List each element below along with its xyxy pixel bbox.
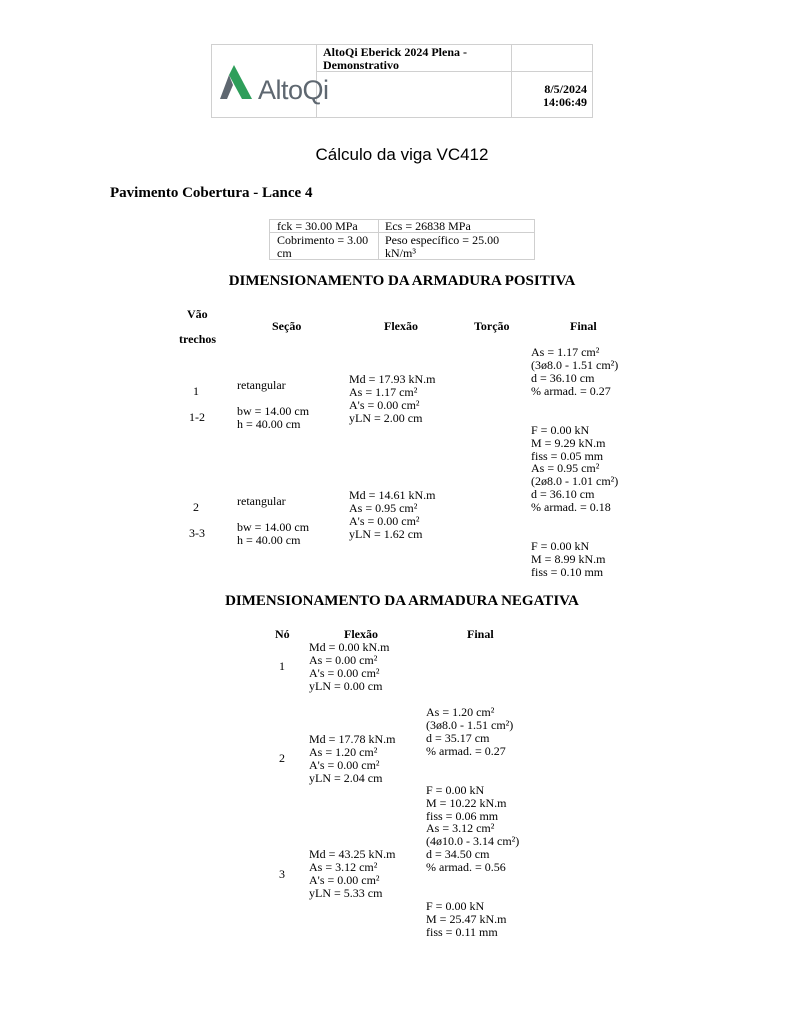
table-row-trecho: 3-3 xyxy=(189,526,205,540)
header-divider xyxy=(511,44,512,118)
col-header-final: Final xyxy=(570,319,597,333)
table-row-final: As = 0.95 cm² (2ø8.0 - 1.01 cm²) d = 36.10 cm % armad. = 0.18 F = 0.00 kN M = 8.99 kN.m fiss = 0.10 mm xyxy=(531,461,619,579)
table-row-secao: retangular bw = 14.00 cm h = 40.00 cm xyxy=(237,378,310,431)
report-time: 14:06:49 xyxy=(543,95,587,109)
ecs-value: Ecs = 26838 MPa xyxy=(385,219,471,233)
peso-especifico-value: Peso específico = 25.00 kN/m³ xyxy=(385,233,500,260)
page-subtitle: Pavimento Cobertura - Lance 4 xyxy=(110,185,313,201)
table-divider xyxy=(378,219,379,260)
table-row-no: 3 xyxy=(279,867,285,881)
table-row-trecho: 1-2 xyxy=(189,410,205,424)
table-row-secao: retangular bw = 14.00 cm h = 40.00 cm xyxy=(237,494,310,547)
positive-section-heading: DIMENSIONAMENTO DA ARMADURA POSITIVA xyxy=(228,273,576,289)
report-date: 8/5/2024 xyxy=(544,82,587,96)
table-row-vao: 1 xyxy=(193,384,199,398)
table-row-no: 1 xyxy=(279,659,285,673)
table-row-flexao: Md = 14.61 kN.m As = 0.95 cm² A's = 0.00 cm² yLN = 1.62 cm xyxy=(349,488,436,541)
col-header-vao: Vão xyxy=(187,307,208,321)
table-row-no: 2 xyxy=(279,751,285,765)
table-row-final: As = 3.12 cm² (4ø10.0 - 3.14 cm²) d = 34.50 cm % armad. = 0.56 F = 0.00 kN M = 25.47 kN.m fiss = 0.11 mm xyxy=(426,821,520,939)
col-header-flexao: Flexão xyxy=(344,627,378,641)
table-row-final: As = 1.17 cm² (3ø8.0 - 1.51 cm²) d = 36.10 cm % armad. = 0.27 F = 0.00 kN M = 9.29 kN.m fiss = 0.05 mm xyxy=(531,345,619,463)
col-header-secao: Seção xyxy=(272,319,302,333)
page-title: Cálculo da viga VC412 xyxy=(315,145,489,164)
table-row-flexao: Md = 43.25 kN.m As = 3.12 cm² A's = 0.00 cm² yLN = 5.33 cm xyxy=(309,847,396,900)
negative-section-heading: DIMENSIONAMENTO DA ARMADURA NEGATIVA xyxy=(225,593,579,609)
fck-value: fck = 30.00 MPa xyxy=(277,219,358,233)
col-header-trechos: trechos xyxy=(179,332,217,346)
software-name: AltoQi Eberick 2024 Plena - Demonstrativo xyxy=(323,45,467,72)
col-header-no: Nó xyxy=(275,627,290,641)
table-row-flexao: Md = 17.93 kN.m As = 1.17 cm² A's = 0.00 cm² yLN = 2.00 cm xyxy=(349,372,436,425)
col-header-final: Final xyxy=(467,627,494,641)
table-row-flexao: Md = 0.00 kN.m As = 0.00 cm² A's = 0.00 cm² yLN = 0.00 cm xyxy=(309,640,390,693)
logo-text: AltoQi xyxy=(258,75,329,105)
report-datetime xyxy=(513,83,587,109)
table-row-final: As = 1.20 cm² (3ø8.0 - 1.51 cm²) d = 35.17 cm % armad. = 0.27 F = 0.00 kN M = 10.22 kN.m fiss = 0.06 mm xyxy=(426,705,514,823)
table-row-flexao: Md = 17.78 kN.m As = 1.20 cm² A's = 0.00 cm² yLN = 2.04 cm xyxy=(309,732,396,785)
altoqi-logo xyxy=(212,45,329,117)
col-header-flexao: Flexão xyxy=(384,319,418,333)
table-row-vao: 2 xyxy=(193,500,199,514)
col-header-torcao: Torção xyxy=(474,319,510,333)
altoqi-logo-icon xyxy=(220,63,254,101)
cobrimento-value: Cobrimento = 3.00 cm xyxy=(277,233,369,260)
